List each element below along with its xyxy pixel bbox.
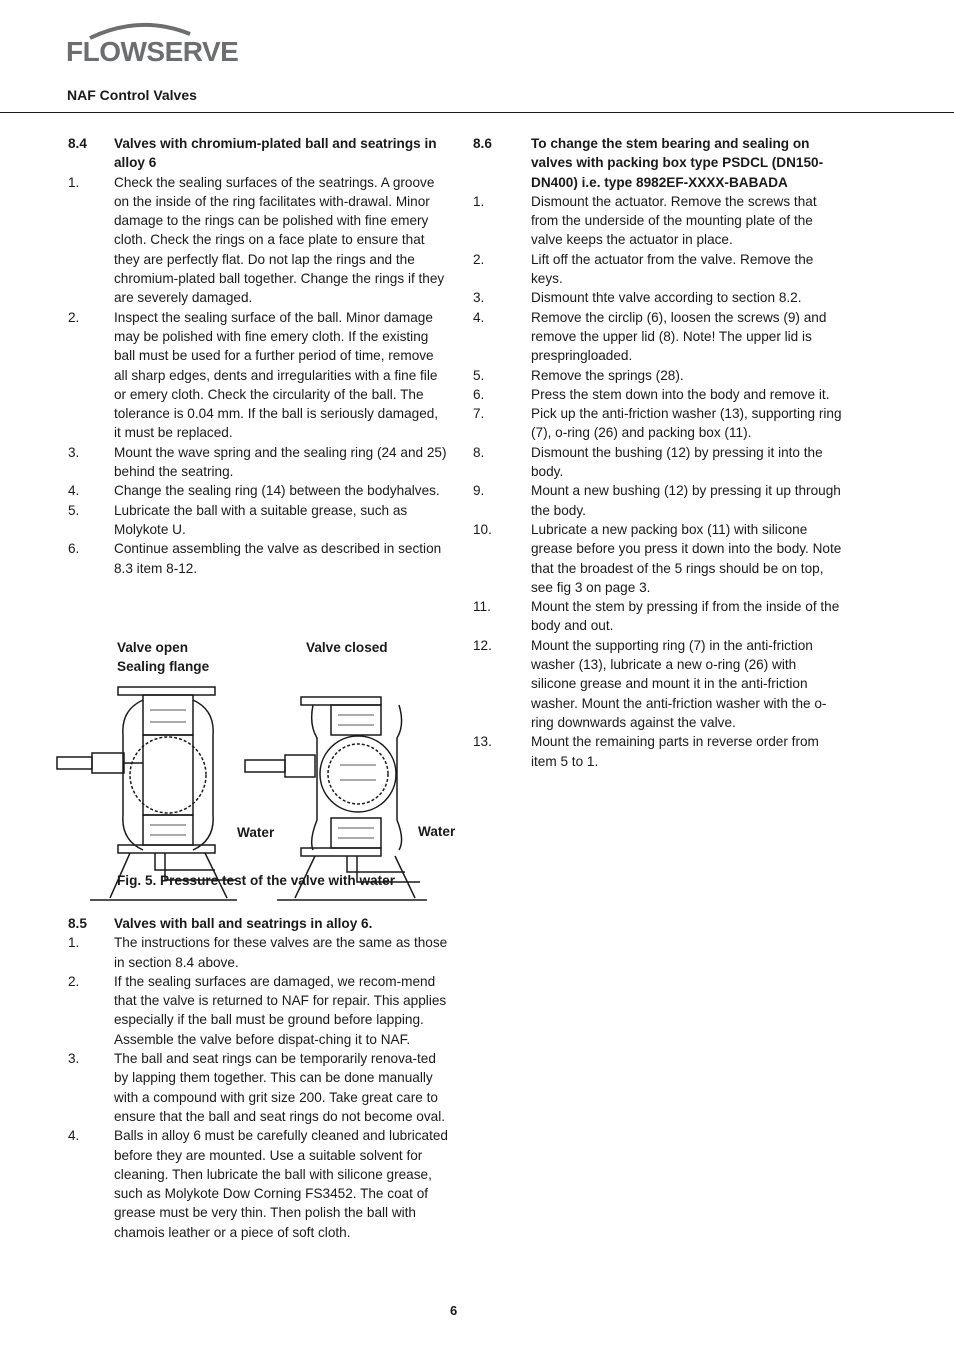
list-item <box>68 308 448 443</box>
item-number: 9. <box>473 483 485 499</box>
item-text: Mount a new bushing (12) by pressing it up through the body. <box>531 483 841 518</box>
item-number: 3. <box>473 290 485 306</box>
document-subtitle: NAF Control Valves <box>67 87 197 103</box>
list-item <box>473 366 843 385</box>
item-text: Press the stem down into the body and remove it. <box>531 386 830 402</box>
item-text: Lubricate a new packing box (11) with silicone grease before you press it down into the body. Note that the broadest of the 5 rings should be on top, see fig 3 on page 3. <box>531 521 842 595</box>
section-8-4 <box>68 134 448 578</box>
header-rule <box>0 112 954 113</box>
pressure-test-figure <box>55 640 465 890</box>
item-number: 4. <box>473 309 485 325</box>
item-number: 3. <box>68 1051 80 1067</box>
item-number: 5. <box>68 502 80 518</box>
item-number: 6. <box>68 541 80 557</box>
item-number: 2. <box>68 309 80 325</box>
item-text: Balls in alloy 6 must be carefully cleaned and lubricated before they are mounted. Use a suitable solvent for cleaning. Then lubricate the ball with silicone grease, such as Molykote Dow Corning FS3452. The coat of grease must be very thin. Then polish the ball with chamois leather or a piece of soft cloth. <box>114 1128 448 1240</box>
list-item <box>473 481 843 520</box>
item-text: Lift off the actuator from the valve. Remove the keys. <box>531 251 814 287</box>
item-number: 13. <box>473 734 492 750</box>
list-item <box>68 1126 448 1242</box>
item-text: Mount the stem by pressing if from the inside of the body and out. <box>531 599 840 634</box>
item-text: The instructions for these valves are the same as those in section 8.4 above. <box>114 935 448 970</box>
item-number: 2. <box>473 251 485 267</box>
section-heading <box>68 134 448 173</box>
section-heading <box>68 914 448 933</box>
item-text: If the sealing surfaces are damaged, we recom-mend that the valve is returned to NAF for repair. This applies especially if the ball must be ground before lapping. Assemble the valve before dispat-ching it to NAF. <box>114 973 447 1047</box>
section-heading <box>473 134 843 192</box>
list-item <box>473 250 843 289</box>
list-item <box>473 404 843 443</box>
item-text: Remove the circlip (6), loosen the screws (9) and remove the upper lid (8). Note! The upper lid is prespringloaded. <box>531 309 827 364</box>
item-number: 8. <box>473 444 485 460</box>
item-number: 3. <box>68 444 80 460</box>
list-item <box>68 173 448 308</box>
item-number: 6. <box>473 386 485 402</box>
item-text: Remove the springs (28). <box>531 367 684 383</box>
item-number: 1. <box>473 193 485 209</box>
section-title: To change the stem bearing and sealing on valves with packing box type PSDCL (DN150-DN400) i.e. type 8982EF-XXXX-BABADA <box>531 136 824 190</box>
list-item <box>473 732 843 771</box>
item-text: Mount the wave spring and the sealing ring (24 and 25) behind the seatring. <box>114 444 447 480</box>
item-text: Lubricate the ball with a suitable grease, such as Molykote U. <box>114 502 408 537</box>
section-8-5 <box>68 914 448 1242</box>
list-item <box>68 539 448 578</box>
item-text: Dismount thte valve according to section 8.2. <box>531 290 802 306</box>
item-text: Change the sealing ring (14) between the bodyhalves. <box>114 483 440 499</box>
list-item <box>473 192 843 250</box>
section-title: Valves with ball and seatrings in alloy 6. <box>114 916 373 931</box>
item-text: Check the sealing surfaces of the seatrings. A groove on the inside of the ring facilitates with-drawal. Minor damage to the rings can be polished with fine emery cloth. Check the rings on a face plate to ensure that they are perfectly flat. Do not lap the rings and the chromium-plated ball together. Change the rings if they are severely damaged. <box>114 174 445 306</box>
list-item <box>473 597 843 636</box>
list-item <box>68 1049 448 1126</box>
page-number: 6 <box>450 1303 458 1318</box>
item-number: 4. <box>68 483 80 499</box>
item-number: 4. <box>68 1128 80 1144</box>
item-number: 2. <box>68 973 80 989</box>
section-number: 8.4 <box>68 136 87 151</box>
item-text: The ball and seat rings can be temporarily renova-ted by lapping them together. This can be done manually with a compound with grit size 200. Take great care to ensure that the ball and seat rings do not become oval. <box>114 1051 445 1124</box>
item-text: Inspect the sealing surface of the ball. Minor damage may be polished with fine emery cloth. If the existing ball must be used for a further period of time, remove all sharp edges, dents and irregularities with a fine file or emery cloth. Check the circularity of the ball. The tolerance is 0.04 mm. If the ball is seriously damaged, it must be replaced. <box>114 309 439 441</box>
section-number: 8.5 <box>68 916 87 931</box>
list-item <box>473 520 843 597</box>
list-item <box>68 443 448 482</box>
list-item <box>68 972 448 1049</box>
section-8-6 <box>473 134 843 771</box>
item-text: Pick up the anti-friction washer (13), supporting ring (7), o-ring (26) and packing box (11). <box>531 406 842 441</box>
list-item <box>68 481 448 500</box>
list-item <box>473 636 843 732</box>
figure-caption: Fig. 5. Pressure test of the valve with water <box>117 873 396 888</box>
logo-text: FLOWSERVE <box>66 36 239 67</box>
item-text: Dismount the bushing (12) by pressing it into the body. <box>531 444 823 480</box>
item-text: Mount the remaining parts in reverse order from item 5 to 1. <box>531 734 819 769</box>
label-water-left: Water <box>237 825 275 840</box>
section-number: 8.6 <box>473 136 492 151</box>
list-item <box>473 288 843 307</box>
list-item <box>473 385 843 404</box>
item-number: 1. <box>68 935 80 951</box>
label-valve-open: Valve open <box>117 640 189 655</box>
item-number: 11. <box>473 599 491 615</box>
section-title: Valves with chromium-plated ball and seatrings in alloy 6 <box>114 136 437 171</box>
list-item <box>473 308 843 366</box>
item-text: Mount the supporting ring (7) in the anti-friction washer (13), lubricate a new o-ring (26) with silicone grease and mount it in the anti-friction washer. Mount the anti-friction washer with the o-ring downwards against the valve. <box>531 637 827 730</box>
item-number: 7. <box>473 406 485 422</box>
label-valve-closed: Valve closed <box>306 640 388 655</box>
item-number: 12. <box>473 637 492 653</box>
flowserve-logo <box>66 20 239 82</box>
list-item <box>473 443 843 482</box>
list-item <box>68 501 448 540</box>
label-sealing-flange: Sealing flange <box>117 659 210 674</box>
item-text: Dismount the actuator. Remove the screws that from the underside of the mounting plate of the valve keeps the actuator in place. <box>531 193 817 248</box>
item-number: 10. <box>473 521 492 537</box>
item-number: 5. <box>473 367 485 383</box>
label-water-right: Water <box>418 824 456 839</box>
list-item <box>68 933 448 972</box>
item-number: 1. <box>68 174 80 190</box>
item-text: Continue assembling the valve as described in section 8.3 item 8-12. <box>114 541 442 576</box>
